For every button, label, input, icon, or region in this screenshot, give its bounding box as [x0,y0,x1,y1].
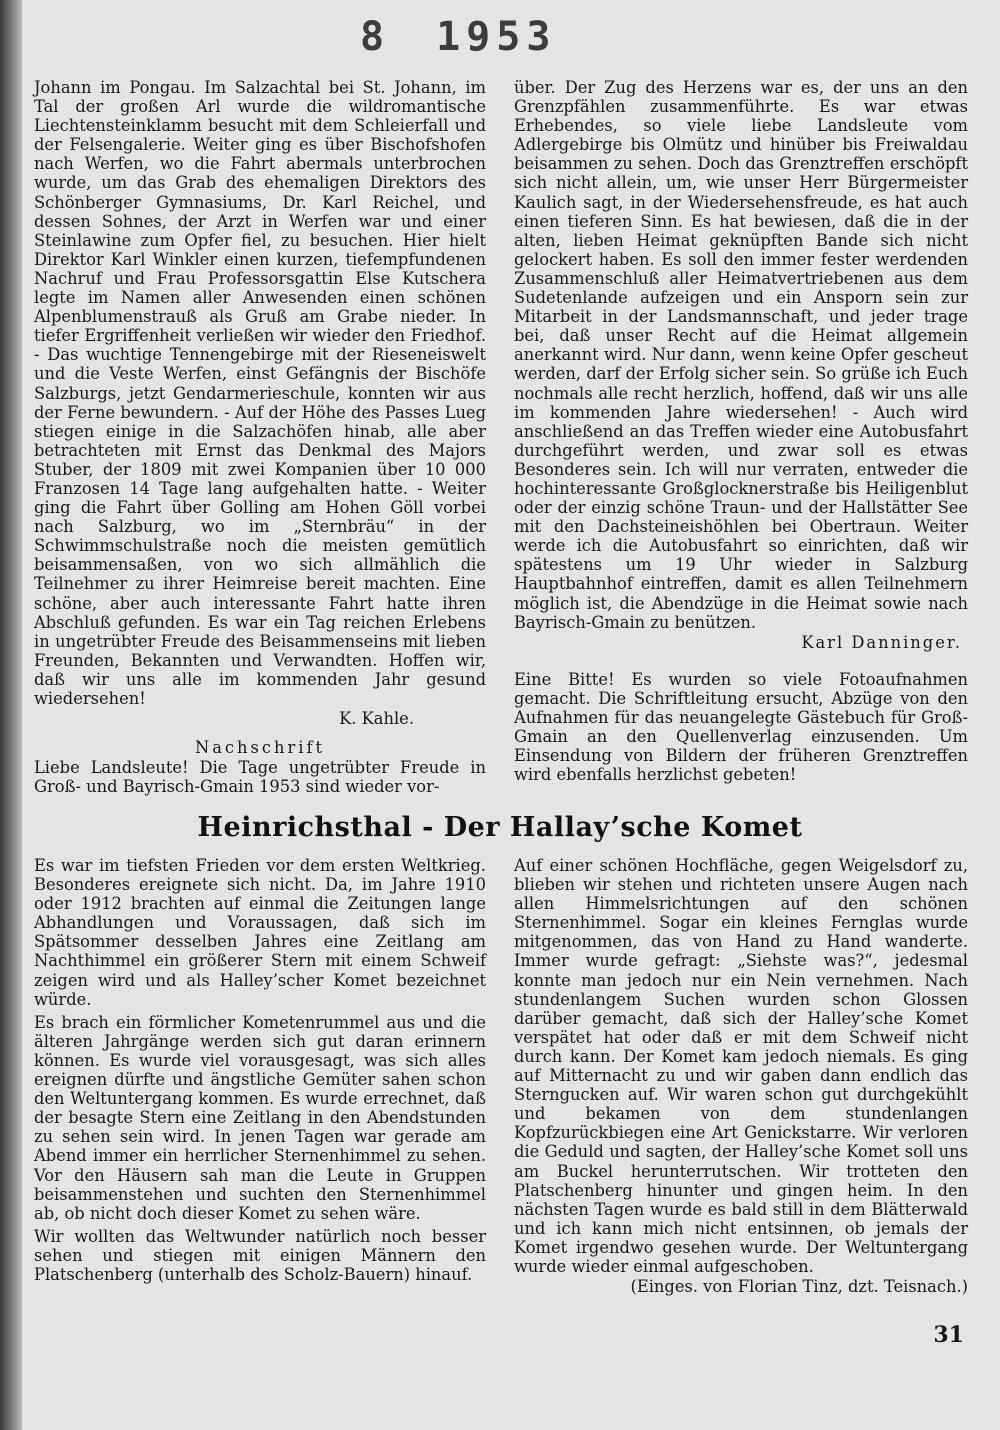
article-paragraph-4: Auf einer schönen Hochfläche, gegen Weigelsdorf zu, blieben wir stehen und richteten unsere Augen nach allen Himmelsrichtungen auf den schönen Sternenhimmel. Sogar ein kleines Fernglas wurde mitgenommen, das von Hand zu Hand wanderte. Immer wurde gefragt: „Siehste was?“, jedesmal konnte man jedoch nur ein Nein vernehmen. Nach stundenlangem Suchen wurden schon Glossen darüber gemacht, daß sich der Halley’sche Komet verspätet hat oder daß er mit dem Schweif nicht durch kann. Der Komet kam jedoch niemals. Es ging auf Mitternacht zu und wir gaben dann endlich das Sterngucken auf. Wir waren schon gut durchgekühlt und bekamen von dem stundenlangen Kopfzurückbiegen eine Art Genickstarre. Wir verloren die Geduld und sagten, der Halley’sche Komet soll uns am Buckel herunterrutschen. Wir trotteten den Platschenberg hinunter und gingen heim. In den nächsten Tagen wurde es bald still in dem Blätterwald und ich kann mich nicht entsinnen, ob jemals der Komet irgendwo gesehen wurde. Der Weltuntergang wurde wieder einmal aufgeschoben. [514,856,968,1276]
article-paragraph-1: Es war im tiefsten Frieden vor dem ersten Weltkrieg. Besonderes ereignete sich nicht. Da, im Jahre 1910 oder 1912 brachten auf einmal die Zeitungen lange Abhandlungen und Voraussagen, daß sich im Spätsommer desselben Jahres eine Zeitlang am Nachthimmel ein größerer Stern mit einem Schweif zeigen wird und als Halley’scher Komet bezeichnet würde. [34,856,486,1009]
photo-request-paragraph: Eine Bitte! Es wurden so viele Fotoaufnahmen gemacht. Die Schriftleitung ersucht, Abzüge von den Aufnahmen für das neuangelegte Gästebuch für Groß-Gmain an den Quellenverlag einzusenden. Um Einsendung von Bildern der früheren Grenztreffen wird ebenfalls herzlichst gebeten! [514,669,968,785]
kahle-report-paragraph: Johann im Pongau. Im Salzachtal bei St. Johann, im Tal der großen Arl wurde die wildromantische Liechtensteinklamm besucht mit dem Schleierfall und der Felsengalerie. Weiter ging es über Bischofshofen nach Werfen, wo die Fahrt abermals unterbrochen wurde, um das Grab des ehemaligen Direktors des Schönberger Gymnasiums, Dr. Karl Reichel, und dessen Sohnes, der Arzt in Werfen war und einer Steinlawine zum Opfer fiel, zu besuchen. Hier hielt Direktor Karl Winkler einen kurzen, tiefempfundenen Nachruf und Frau Professorsgattin Else Kutschera legte im Namen aller Anwesenden einen schönen Alpenblumenstrauß als Gruß am Grabe nieder. In tiefer Ergriffenheit verließen wir wieder den Friedhof. - Das wuchtige Tennengebirge mit der Rieseneiswelt und die Veste Werfen, einst Gefängnis der Bischöfe Salzburgs, jetzt Gendarmerieschule, konnten wir aus der Ferne bewundern. - Auf der Höhe des Passes Lueg stiegen einige in die Salzachöfen hinab, alle aber betrachteten mit Ernst das Denkmal des Majors Stuber, der 1809 mit zwei Kompanien über 10 000 Franzosen 14 Tage lang aufgehalten hatte. - Weiter ging die Fahrt über Golling am Hohen Göll vorbei nach Salzburg, wo im „Sternbräu“ in der Schwimmschulstraße noch die meisten gemütlich beisammensaßen, von wo sich allmählich die Teilnehmer zu ihrer Heimreise bereit machten. Eine schöne, aber auch interessante Fahrt hatte ihren Abschluß gefunden. Es war ein Tag reichen Erlebens in ungetrübter Freude des Beisammenseins mit lieben Freunden, Bekannten und Verwandten. Hoffen wir, daß wir uns alle im kommenden Jahr gesund wiedersehen! [34,78,486,708]
stamp-year: 1953 [436,14,557,60]
signature-kahle: K. Kahle. [339,709,414,729]
danninger-paragraph: über. Der Zug des Herzens war es, der uns an den Grenzpfählen zusammenführte. Es war etwas Erhebendes, so viele liebe Landsleute vom Adlergebirge bis Olmütz und hinüber bis Freiwaldau beisammen zu sehen. Doch das Grenztreffen erschöpft sich nicht allein, um, wie unser Herr Bürgermeister Kaulich sagt, in der Wiedersehensfreude, es hat auch einen tieferen Sinn. Es hat bewiesen, daß die in der alten, lieben Heimat geknüpften Bande sich nicht gelockert haben. Es soll den immer fester werdenden Zusammenschluß aller Heimatvertriebenen aus dem Sudetenlande aufzeigen und ein Ansporn sein zur Mitarbeit in der Landsmannschaft, und jeder trage bei, daß unser Recht auf die Heimat allgemein anerkannt wird. Nur dann, wenn keine Opfer gescheut werden, darf der Erfolg sicher sein. So grüße ich Euch nochmals alle recht herzlich, hoffend, daß wir uns alle im kommenden Jahre wiedersehen! - Auch wird anschließend an das Treffen wieder eine Autobusfahrt durchgeführt werden, und zwar soll es etwas Besonderes sein. Ich will nur verraten, entweder die hochinteressante Großglocknerstraße bis Heiligenblut oder der einzig schöne Traun- und der Hallstätter See mit den Dachsteineishöhlen bei Obertraun. Weiter werde ich die Autobusfahrt so einrichten, daß wir spätestens um 19 Uhr wieder in Salzburg Hauptbahnhof eintreffen, damit es allen Teilnehmern möglich ist, die Abendzüge in die Heimat sowie nach Bayrisch-Gmain zu benützen. [514,78,968,632]
book-binding-shadow [0,0,22,1430]
top-left-column [34,78,486,796]
article-paragraph-2: Es brach ein förmlicher Kometenrummel aus und die älteren Jahrgänge werden sich gut daran erinnern können. Es wurde viel vorausgesagt, was sich alles ereignen dürfte und ängstliche Gemüter sahen schon den Weltuntergang kommen. Es wurde errechnet, daß der besagte Stern eine Zeitlang in den Abendstunden zu sehen sein wird. In jenen Tagen war gerade am Abend immer ein herrlicher Sternenhimmel zu sehen. Vor den Häusern sah man die Leute in Gruppen beisammenstehen und suchten den Sternenhimmel ab, ob nicht doch dieser Komet zu sehen wäre. [34,1012,486,1223]
stamp-number: 8 [360,14,391,60]
top-right-column [514,78,968,784]
nachschrift-heading: Nachschrift [194,738,326,758]
nachschrift-start: Liebe Landsleute! Die Tage ungetrübter Freude in Groß- und Bayrisch-Gmain 1953 sind wieder vor- [34,758,486,797]
archive-stamp [360,14,556,60]
article-paragraph-3: Wir wollten das Weltwunder natürlich noch besser sehen und stiegen mit einigen Männern den Platschenberg (unterhalb des Scholz-Bauern) hinauf. [34,1226,486,1284]
article-left-column [34,856,486,1284]
signature-danninger: Karl Danninger. [801,632,962,652]
article-credit: (Einges. von Florian Tinz, dzt. Teisnach.) [630,1277,968,1297]
article-title: Heinrichsthal - Der Hallay’sche Komet [197,812,803,843]
page-number: 31 [933,1322,964,1348]
article-right-column [514,856,968,1296]
